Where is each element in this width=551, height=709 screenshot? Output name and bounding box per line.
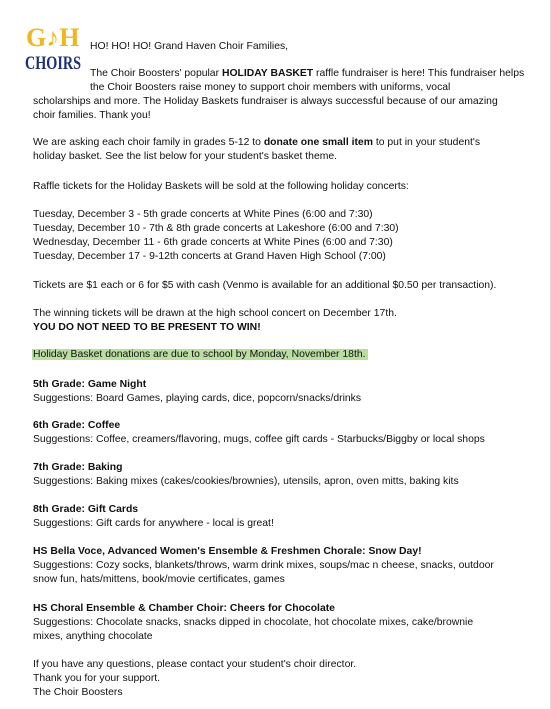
donate-item-strong: donate one small item [263, 137, 373, 148]
closing-line: If you have any questions, please contact your student's choir director. [33, 659, 357, 670]
intro-text-post: raffle fundraiser is here! This fundraiser helps [313, 68, 525, 79]
raffle-intro: Raffle tickets for the Holiday Baskets will be sold at the following holiday concerts: [33, 181, 409, 192]
greeting: HO! HO! HO! Grand Haven Choir Families, [90, 41, 289, 52]
ticket-prices: Tickets are $1 each or 6 for $5 with cash (Venmo is available for an additional $0.50 per transaction). [33, 280, 497, 291]
concert-item: Tuesday, December 17 - 9-12th concerts at Grand Haven High School (7:00) [33, 251, 386, 262]
theme-suggestions: Suggestions: Chocolate snacks, snacks dipped in chocolate, hot chocolate mixes, cake/brownie [33, 617, 474, 628]
theme-title: 7th Grade: Baking [33, 462, 123, 473]
holiday-basket-strong: HOLIDAY BASKET [221, 68, 314, 79]
theme-title: HS Bella Voce, Advanced Women's Ensemble & Freshmen Chorale: Snow Day! [33, 546, 422, 557]
concert-item: Tuesday, December 10 - 7th & 8th grade concerts at Lakeshore (6:00 and 7:30) [33, 223, 399, 234]
theme-title: 6th Grade: Coffee [33, 420, 121, 431]
logo-wordmark: CHOIRS [25, 53, 81, 74]
intro-line-1 [90, 67, 524, 81]
theme-suggestions: Suggestions: Baking mixes (cakes/cookies/brownies), utensils, apron, oven mitts, baking kits [33, 476, 459, 487]
concert-item: Wednesday, December 11 - 6th grade concerts at White Pines (6:00 and 7:30) [33, 237, 393, 248]
theme-title: HS Choral Ensemble & Chamber Choir: Cheers for Chocolate [33, 603, 335, 614]
deadline-highlight: Holiday Basket donations are due to school by Monday, November 18th. [33, 349, 366, 360]
ask-text-pre: We are asking each choir family in grades 5-12 to [33, 137, 264, 148]
signature: The Choir Boosters [33, 687, 123, 698]
closing-line: Thank you for your support. [33, 673, 161, 684]
theme-title: 8th Grade: Gift Cards [33, 504, 139, 515]
theme-suggestions: mixes, anything chocolate [33, 631, 153, 642]
intro-line-2: the Choir Boosters raise money to support choir members with uniforms, vocal [90, 82, 451, 93]
ask-line-1 [33, 136, 480, 150]
theme-suggestions: snow fun, hats/mittens, book/movie certificates, games [33, 574, 285, 585]
logo-letters: G♪H [26, 23, 80, 52]
intro-line-3: scholarships and more. The Holiday Baskets fundraiser is always successful because of our amazing [33, 96, 498, 107]
ask-text-post: to put in your student's [372, 137, 481, 148]
deadline-notice [32, 348, 368, 362]
drawing-info: The winning tickets will be drawn at the high school concert on December 17th. [33, 308, 397, 319]
no-need-present: YOU DO NOT NEED TO BE PRESENT TO WIN! [33, 322, 261, 333]
gh-choirs-logo-graphic [24, 22, 84, 76]
theme-suggestions: Suggestions: Coffee, creamers/flavoring, mugs, coffee gift cards - Starbucks/Biggby or local shops [33, 434, 485, 445]
intro-line-4: choir families. Thank you! [33, 110, 151, 121]
intro-text-pre: The Choir Boosters' popular [90, 68, 222, 79]
theme-title: 5th Grade: Game Night [33, 379, 147, 390]
theme-suggestions: Suggestions: Cozy socks, blankets/throws, warm drink mixes, soups/mac n cheese, snacks, outdoor [33, 560, 494, 571]
theme-suggestions: Suggestions: Gift cards for anywhere - local is great! [33, 518, 274, 529]
gh-choirs-logo [24, 22, 84, 76]
theme-suggestions: Suggestions: Board Games, playing cards, dice, popcorn/snacks/drinks [33, 393, 362, 404]
ask-line-2: holiday basket. See the list below for your student's basket theme. [33, 151, 338, 162]
concert-item: Tuesday, December 3 - 5th grade concerts at White Pines (6:00 and 7:30) [33, 209, 373, 220]
